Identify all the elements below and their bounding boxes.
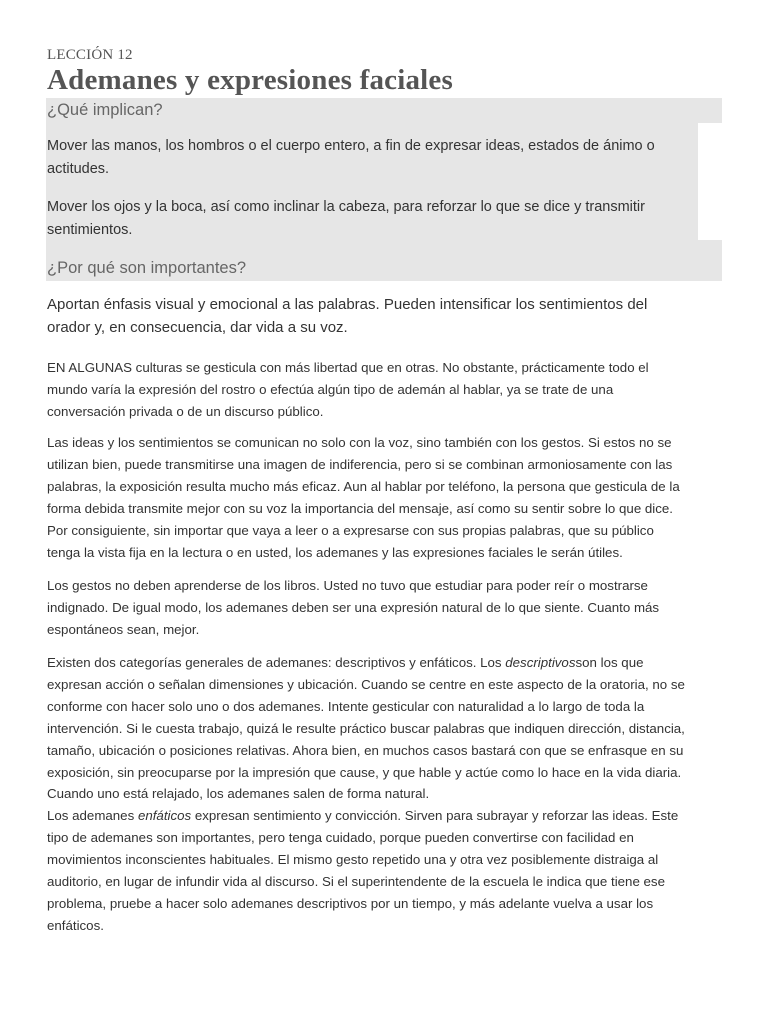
text-line: mundo varía la expresión del rostro o efectúa algún tipo de ademán al hablar, ya se trate de una (47, 381, 614, 397)
text-line: Por consiguiente, sin importar que vaya a leer o a expresarse con sus propias palabras, que su público (47, 522, 654, 538)
body-paragraph-2 (47, 432, 680, 563)
highlight-box (46, 98, 722, 281)
text-line: Las ideas y los sentimientos se comunican no solo con la voz, sino también con los gestos. Si estos no se (47, 435, 672, 450)
text-line: Mover las manos, los hombros o el cuerpo entero, a fin de expresar ideas, estados de ánimo o (47, 138, 655, 154)
section-heading-what: ¿Qué implican? (47, 101, 163, 119)
text-line: exposición, sin preocuparse por la impresión que cause, y que hable y actúe como lo hace en la vida diaria. (47, 764, 682, 780)
text-line: conversación privada o de un discurso público. (47, 403, 324, 419)
emphasis-text: descriptivos (505, 655, 576, 670)
text-line: Los gestos no deben aprenderse de los libros. Usted no tuvo que estudiar para poder reír o mostrarse (47, 578, 648, 593)
text-line: Cuando uno está relajado, los ademanes salen de forma natural. (47, 786, 430, 802)
highlight-box-notch (698, 123, 722, 240)
text-line: Aportan énfasis visual y emocional a las palabras. Pueden intensificar los sentimientos del (47, 296, 648, 313)
text-line: auditorio, en lugar de infundir vida al discurso. Si el superintendente de la escuela le indica que tiene ese (47, 874, 665, 890)
text-line: movimientos inconscientes habituales. El mismo gesto repetido una y otra vez posiblemente distraiga al (47, 852, 659, 868)
text-line: tenga la vista fija en la lectura o en usted, los ademanes y las expresiones faciales le serán útiles. (47, 544, 623, 560)
text-line: tipo de ademanes son importantes, pero tenga cuidado, porque pueden convertirse con facilidad en (47, 830, 634, 846)
text-segment: expresan sentimiento y convicción. Sirven para subrayar y reforzar las ideas. Este (191, 808, 679, 824)
text-line: espontáneos sean, mejor. (47, 621, 200, 637)
text-line: tamaño, ubicación o posiciones relativas. Ahora bien, en muchos casos bastará con que se enfrasque en su (47, 742, 684, 758)
text-line: conforme con hacer solo uno o dos ademanes. Intente gesticular con naturalidad a lo largo de toda la (47, 698, 645, 714)
text-line: EN ALGUNAS culturas se gesticula con más libertad que en otras. No obstante, prácticamente todo el (47, 360, 649, 375)
text-line: forma debida transmite mejor con su voz la importancia del mensaje, así como su sentir sobre lo que dice. (47, 500, 673, 516)
text-segment: Existen dos categorías generales de ademanes: descriptivos y enfáticos. Los (47, 655, 506, 670)
text-line (47, 652, 685, 674)
text-line: intervención. Si le cuesta trabajo, quizá le resulte práctico buscar palabras que indiquen dirección, distancia, (47, 720, 685, 736)
definition-paragraph-2 (47, 196, 645, 241)
body-paragraph-3 (47, 575, 659, 641)
text-line: orador y, en consecuencia, dar vida a su voz. (47, 319, 348, 336)
text-line (47, 805, 685, 827)
text-line: utilizan bien, puede transmitirse una imagen de indiferencia, pero si se combinan armoniosamente con las (47, 456, 673, 472)
text-line: actitudes. (47, 160, 110, 177)
text-line: enfáticos. (47, 917, 104, 933)
text-line: Mover los ojos y la boca, así como inclinar la cabeza, para reforzar lo que se dice y transmitir (47, 199, 645, 215)
emphasis-text: enfáticos (137, 808, 192, 824)
text-line: palabras, la exposición resulta mucho más eficaz. Aun al hablar por teléfono, la persona que gesticula de la (47, 478, 680, 494)
why-paragraph (47, 293, 647, 339)
page-title: Ademanes y expresiones faciales (47, 64, 453, 96)
body-paragraph-1 (47, 357, 649, 423)
body-paragraph-4 (47, 652, 685, 937)
text-line: expresan acción o señalan dimensiones y ubicación. Cuando se centre en este aspecto de la oratoria, no se (47, 676, 685, 692)
definition-paragraph-1 (47, 135, 655, 180)
text-line: sentimientos. (47, 221, 133, 238)
text-line: problema, pruebe a hacer solo ademanes descriptivos por un tiempo, y más adelante vuelva a usar los (47, 895, 654, 911)
text-segment: Los ademanes (47, 808, 138, 824)
text-segment: son los que (575, 655, 644, 670)
section-heading-why: ¿Por qué son importantes? (47, 259, 247, 277)
lesson-label: LECCIÓN 12 (47, 47, 133, 63)
text-line: indignado. De igual modo, los ademanes deben ser una expresión natural de lo que siente. Cuanto más (47, 599, 660, 615)
